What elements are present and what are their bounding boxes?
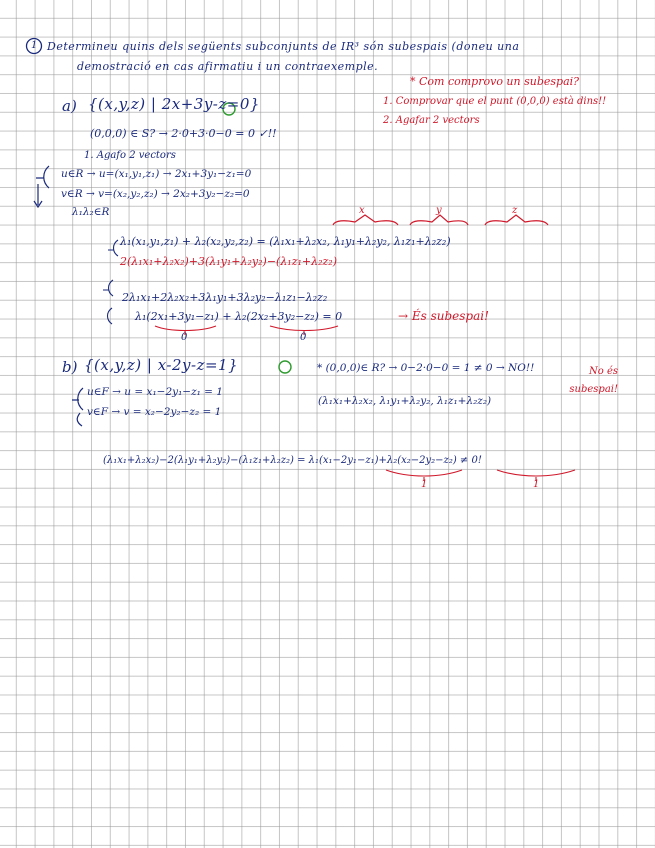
- brace-left-combination: [103, 240, 118, 324]
- part-b-combination-equation: (λ₁x₁+λ₂x₂)−2(λ₁y₁+λ₂y₂)−(λ₁z₁+λ₂z₂) = λ₁(x₁−2y₁−z₁)+λ₂(x₂−2y₂−z₂) ≠ 0!: [103, 455, 482, 466]
- problem-number: 1: [31, 40, 38, 51]
- brace-z: [485, 215, 548, 225]
- part-b-v-line: v∈F → v = x₂−2y₂−z₂ = 1: [87, 406, 222, 418]
- part-a-set: {(x,y,z) | 2x+3y-z=0}: [88, 95, 260, 113]
- statement-line-1: Determineu quins dels següents subconjunts de IR³ són subespais (doneu una: [47, 40, 520, 53]
- note-step-2: 2. Agafar 2 vectors: [383, 115, 480, 126]
- part-a-take-vectors: 1. Agafo 2 vectors: [84, 150, 176, 161]
- part-a-combination-4: λ₁(2x₁+3y₁−z₁) + λ₂(2x₂+3y₂−z₂) = 0: [135, 310, 343, 323]
- part-a-u-line: u∈R → u=(x₁,y₁,z₁) → 2x₁+3y₁−z₁=0: [61, 168, 252, 180]
- part-a-combination-1: λ₁(x₁,y₁,z₁) + λ₂(x₂,y₂,z₂) = (λ₁x₁+λ₂x₂, λ₁y₁+λ₂y₂, λ₁z₁+λ₂z₂): [120, 235, 451, 248]
- part-b-zero-check: * (0,0,0)∈ R? → 0−2·0−0 = 1 ≠ 0 → NO!!: [317, 362, 535, 374]
- part-b-combination-vector: (λ₁x₁+λ₂x₂, λ₁y₁+λ₂y₂, λ₁z₁+λ₂z₂): [318, 395, 492, 407]
- part-b-one-b: 1: [533, 479, 540, 490]
- note-step-1: 1. Comprovar que el punt (0,0,0) està dins!!: [383, 96, 607, 107]
- brace-left-b: [72, 388, 83, 426]
- brace-x: [333, 215, 398, 225]
- brace-label-z: z: [512, 205, 518, 216]
- part-a-label: a): [62, 97, 77, 115]
- note-question: * Com comprovo un subespai?: [410, 75, 580, 88]
- brace-left-a: [34, 166, 49, 207]
- part-a-v-line: v∈R → v=(x₂,y₂,z₂) → 2x₂+3y₂−z₂=0: [61, 188, 250, 200]
- part-a-zero-b: 0: [300, 332, 307, 343]
- brace-label-x: x: [359, 205, 365, 216]
- part-b-label: b): [62, 358, 78, 376]
- part-b-set: {(x,y,z) | x-2y-z=1}: [84, 356, 239, 374]
- part-b-verdict: No és subespai!: [569, 366, 618, 395]
- part-a-lambdas: λ₁λ₂∈R: [72, 206, 110, 218]
- brace-y: [410, 215, 468, 225]
- part-b-one-a: 1: [421, 479, 428, 490]
- part-a-zero-a: 0: [181, 332, 188, 343]
- part-b-u-line: u∈F → u = x₁−2y₁−z₁ = 1: [87, 386, 223, 398]
- part-a-zero-check: (0,0,0) ∈ S? → 2·0+3·0−0 = 0 ✓!!: [90, 127, 277, 140]
- part-a-combination-2: 2(λ₁x₁+λ₂x₂)+3(λ₁y₁+λ₂y₂)−(λ₁z₁+λ₂z₂): [120, 255, 338, 268]
- part-a-conclusion: → És subespai!: [398, 309, 489, 323]
- part-a-combination-3: 2λ₁x₁+2λ₂x₂+3λ₁y₁+3λ₂y₂−λ₁z₁−λ₂z₂: [122, 291, 328, 304]
- statement-line-2: demostració en cas afirmatiu i un contraexemple.: [77, 60, 379, 73]
- highlight-circle-b: [279, 361, 291, 373]
- brace-label-y: y: [436, 205, 442, 216]
